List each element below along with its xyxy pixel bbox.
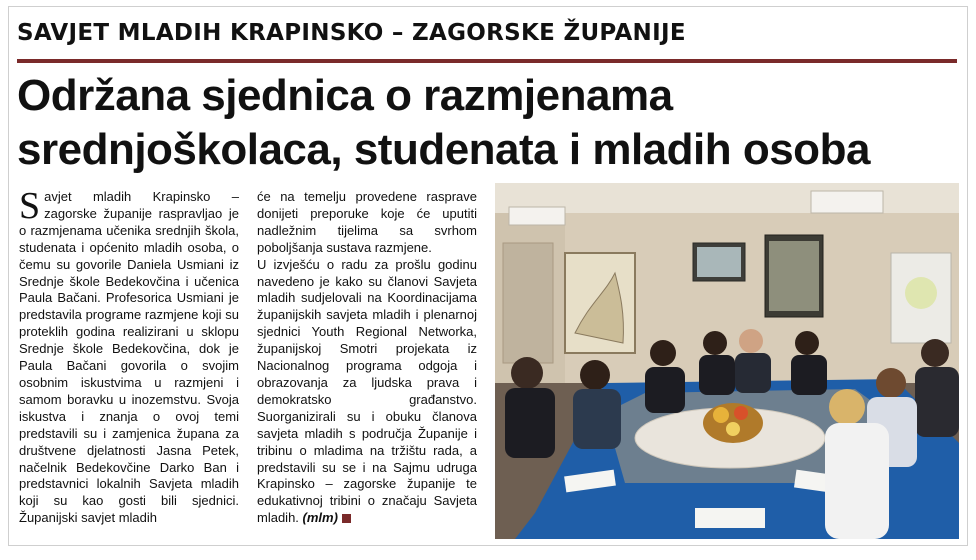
section-kicker: SAVJET MLADIH KRAPINSKO – ZAGORSKE ŽUPANIJE	[17, 20, 686, 46]
headline	[17, 69, 961, 177]
article-col2-paragraph-1: će na temelju provedene rasprave donijeti preporuke koje će uputiti nadležnim tijelima sa svrhom poboljšanja sustava razmjene.	[257, 189, 477, 255]
end-mark	[342, 514, 351, 523]
article-paragraph-1	[19, 185, 239, 527]
article-column-2	[257, 189, 477, 527]
article-col2-paragraph-2	[257, 257, 477, 528]
headline-line-2: srednjoškolaca, studenata i mladih osoba	[17, 125, 870, 174]
author-signature: (mlm)	[302, 510, 338, 526]
article-col2-text: U izvješću o radu za prošlu godinu navedeno je kako su članovi Savjeta mladih sudjelovali na Koordinacijama županijskih savjeta mladih i plenarnoj sjednici Youth Regional Networka, županijskoj Smotri projekata iz Nacionalnog programa odgoja i obrazovanja za ljudska prava i demokratsko građanstvo. Suorganizirali su i obuku članova savjeta mladih s područja Županije i tribinu o mladima na tržištu rada, a predstavili su se i na Sajmu udruga Krapinsko – zagorske županije te edukativnoj tribini o značaju Savjeta mladih.	[257, 256, 477, 526]
newspaper-clipping	[8, 6, 968, 546]
section-rule	[17, 59, 957, 63]
drop-cap: S	[19, 185, 41, 227]
meeting-photo	[495, 183, 959, 539]
article-column-1	[19, 185, 239, 527]
headline-line-1: Održana sjednica o razmjenama	[17, 71, 673, 120]
article-col1-text: avjet mladih Krapinsko – zagorske županije raspravljao je o razmjenama učenika srednjih škola, studenata i općenito mladih osoba, o čemu su govorile Daniela Usmiani iz Srednje škole Bedekovčina i učenica Paula Bačani. Profesorica Usmiani je predstavila programe razmjene koji su proteklih godina realizirani u sklopu Srednje škole Bedekovčina, dok je Paula Bačani govorila o svojim osobnim iskustvima u razmjeni i samom boravku u inozemstvu. Svoja iskustva i znanja o ovoj temi predstavili su i zamjenica župana za društvene djelatnosti Jasna Petek, načelnik Bedekovčine Darko Ban i predstavnici lokalnih Savjeta mladih koji su kao gosti bili sjednici. Županijski savjet mladih	[19, 189, 239, 526]
meeting-room-illustration	[495, 183, 959, 539]
